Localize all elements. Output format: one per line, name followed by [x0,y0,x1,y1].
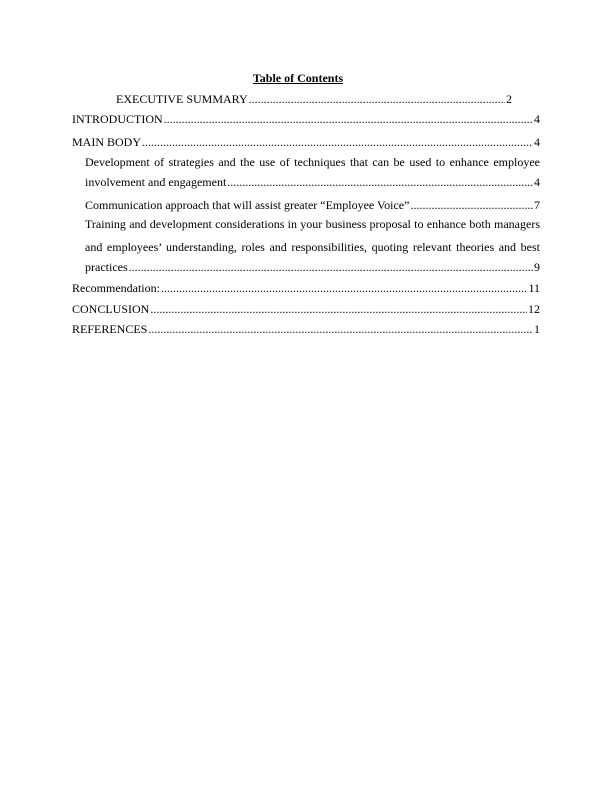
toc-entry-label: Communication approach that will assist greater “Employee Voice” [85,198,410,212]
dot-leader [410,198,533,212]
toc-entry-introduction[interactable] [72,112,540,126]
dot-leader [142,135,533,149]
toc-entry-label: involvement and engagement [85,175,227,189]
toc-entry-label: INTRODUCTION [72,112,163,126]
toc-entry-conclusion[interactable] [72,302,540,316]
toc-entry-strategies[interactable] [85,175,540,189]
toc-entry-label: practices [85,260,128,274]
toc-entry-label: CONCLUSION [72,302,150,316]
toc-entry-recommendation[interactable] [72,281,540,295]
toc-page-number: 7 [534,198,540,212]
dot-leader [227,175,533,189]
dot-leader [249,92,505,106]
toc-page-number: 2 [506,92,512,106]
toc-entry-references[interactable] [72,322,540,336]
toc-page-number: 1 [534,322,540,336]
dot-leader [164,112,533,126]
toc-entry-label: Recommendation: [72,281,160,295]
toc-page-number: 9 [534,260,540,274]
toc-entry-training-line2[interactable]: and employees’ understanding, roles and responsibilities, quoting relevant theories and best [85,240,540,254]
toc-title: Table of Contents [252,71,344,85]
toc-page-number: 11 [528,281,540,295]
toc-page-number: 4 [534,135,540,149]
dot-leader [148,322,533,336]
toc-page-number: 4 [534,175,540,189]
dot-leader [150,302,527,316]
toc-entry-strategies-line1[interactable]: Development of strategies and the use of techniques that can be used to enhance employee [85,155,540,169]
dot-leader [161,281,527,295]
toc-entry-communication[interactable] [85,198,540,212]
toc-page-number: 4 [534,112,540,126]
dot-leader [129,260,533,274]
toc-entry-training-line1[interactable]: Training and development considerations in your business proposal to enhance both managers [85,217,540,231]
toc-entry-main-body[interactable] [72,135,540,149]
toc-entry-label: MAIN BODY [72,135,141,149]
toc-page-number: 12 [528,302,540,316]
toc-entry-label: REFERENCES [72,322,148,336]
toc-entry-label: EXECUTIVE SUMMARY [116,92,248,106]
toc-entry-executive-summary[interactable] [116,92,512,106]
toc-entry-training[interactable] [85,260,540,274]
